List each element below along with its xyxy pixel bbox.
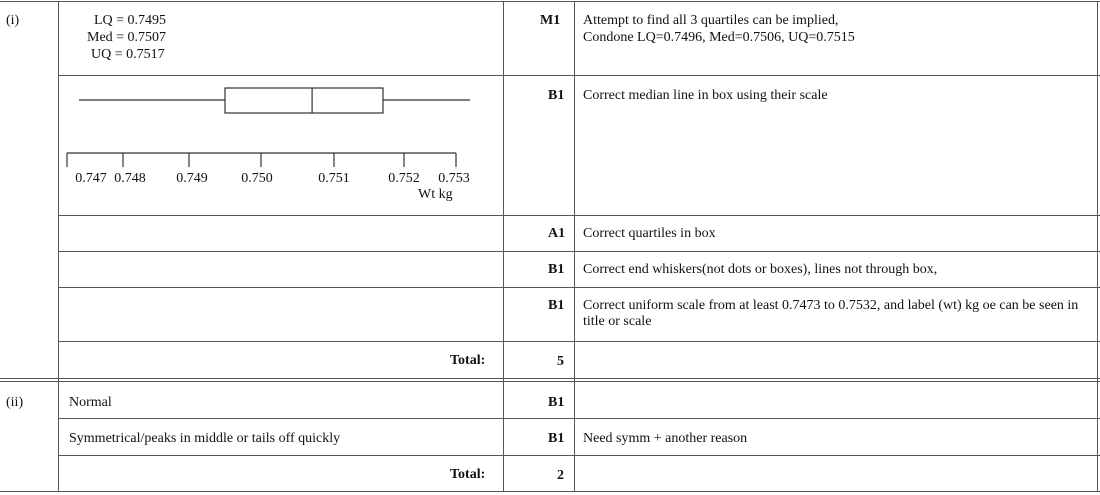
part-ii-label: (ii)	[6, 395, 24, 410]
axis-label: Wt kg	[418, 187, 453, 202]
mark-note-3: Correct quartiles in box	[583, 226, 716, 241]
tick-label: 0.750	[241, 171, 273, 186]
box	[225, 88, 383, 113]
total-value-ii: 2	[557, 468, 564, 483]
mark-code-5: B1	[548, 298, 565, 313]
uq-value: UQ = 0.7517	[91, 47, 165, 62]
median-value: Med = 0.7507	[87, 30, 167, 45]
mark-code-3: A1	[548, 226, 566, 241]
total-label-i: Total:	[450, 353, 486, 368]
tick-label: 0.753	[438, 171, 470, 186]
total-value-i: 5	[557, 354, 564, 369]
mark-code-2: B1	[548, 88, 565, 103]
tick-label: 0.751	[318, 171, 350, 186]
tick-label: 0.749	[176, 171, 208, 186]
answer-1: Normal	[69, 395, 112, 410]
lq-value: LQ = 0.7495	[94, 13, 167, 28]
mark-note-4: Correct end whiskers(not dots or boxes), lines not through box,	[583, 262, 938, 277]
mark-note-1: Attempt to find all 3 quartiles can be implied,	[583, 13, 839, 28]
mark-note-5: Correct uniform scale from at least 0.7473 to 0.7532, and label (wt) kg oe can be seen in title or scale	[583, 298, 1079, 329]
mark-note-2: Correct median line in box using their scale	[583, 88, 828, 103]
part-i-label: (i)	[6, 13, 20, 28]
answer-2: Symmetrical/peaks in middle or tails off quickly	[69, 431, 341, 446]
mark-code-4: B1	[548, 262, 565, 277]
mark-code-ii-1: B1	[548, 395, 565, 410]
mark-note-ii-2: Need symm + another reason	[583, 431, 748, 446]
tick-label: 0.747	[75, 171, 107, 186]
tick-label: 0.752	[388, 171, 420, 186]
mark-code-ii-2: B1	[548, 431, 565, 446]
total-label-ii: Total:	[450, 467, 486, 482]
mark-note-1b: Condone LQ=0.7496, Med=0.7506, UQ=0.7515	[583, 30, 855, 45]
tick-label: 0.748	[114, 171, 146, 186]
mark-code-1: M1	[540, 13, 561, 28]
